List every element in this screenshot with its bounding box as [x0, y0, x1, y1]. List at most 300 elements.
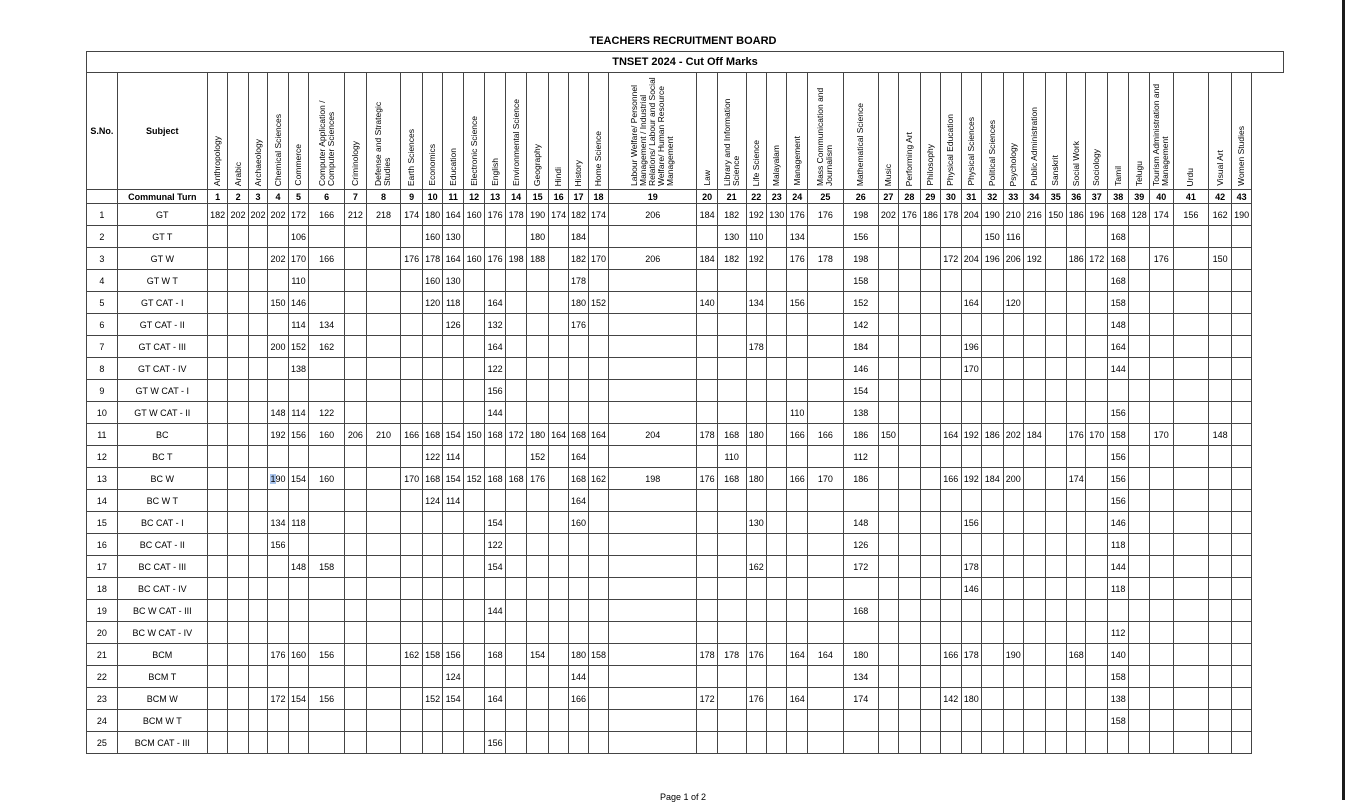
mark-cell — [961, 710, 981, 732]
page-footer: Page 1 of 2 — [659, 792, 707, 802]
mark-cell — [920, 578, 940, 600]
table-row — [87, 314, 1284, 336]
subject-header-cell — [485, 73, 505, 190]
mark-cell: 204 — [961, 204, 981, 226]
mark-cell — [899, 248, 921, 270]
mark-cell — [207, 644, 227, 666]
mark-cell — [228, 336, 248, 358]
mark-cell: 160 — [309, 424, 345, 446]
mark-cell — [1024, 380, 1046, 402]
subject-number: 35 — [1045, 190, 1067, 204]
subject-header-cell — [505, 73, 527, 190]
mark-cell — [207, 710, 227, 732]
mark-cell — [1067, 512, 1086, 534]
mark-cell — [941, 732, 961, 754]
mark-cell — [787, 534, 807, 556]
mark-cell — [422, 358, 442, 380]
mark-cell — [443, 534, 463, 556]
mark-cell — [548, 512, 568, 534]
mark-cell — [569, 622, 588, 644]
mark-cell — [941, 336, 961, 358]
mark-cell — [1067, 710, 1086, 732]
board-title: TEACHERS RECRUITMENT BOARD — [589, 35, 777, 47]
mark-cell — [248, 578, 267, 600]
mark-cell — [1129, 534, 1149, 556]
mark-cell — [569, 578, 588, 600]
mark-cell — [697, 600, 717, 622]
mark-cell — [505, 622, 527, 644]
mark-cell: 168 — [1107, 248, 1129, 270]
subject-header-cell — [941, 73, 961, 190]
mark-cell: 174 — [843, 688, 878, 710]
mark-cell — [1067, 292, 1086, 314]
mark-cell — [766, 512, 786, 534]
mark-cell — [228, 666, 248, 688]
subject-name: Chemical Sciences — [272, 113, 283, 186]
mark-cell — [1129, 666, 1149, 688]
mark-cell — [443, 380, 463, 402]
mark-cell — [941, 292, 961, 314]
mark-cell — [366, 622, 401, 644]
mark-cell — [548, 446, 568, 468]
mark-cell — [588, 732, 608, 754]
mark-cell — [766, 732, 786, 754]
mark-cell — [527, 270, 549, 292]
subject-name: History — [573, 159, 584, 186]
mark-cell — [366, 468, 401, 490]
mark-cell — [1045, 358, 1067, 380]
row-sno: 19 — [87, 600, 118, 622]
mark-cell — [878, 710, 898, 732]
subject-number: 7 — [345, 190, 367, 204]
mark-cell — [899, 446, 921, 468]
mark-cell — [1173, 248, 1209, 270]
mark-cell: 164 — [569, 446, 588, 468]
mark-cell — [1024, 468, 1046, 490]
mark-cell: 154 — [288, 468, 308, 490]
mark-cell — [982, 688, 1004, 710]
mark-cell: 156 — [268, 534, 288, 556]
mark-cell — [1024, 732, 1046, 754]
mark-cell — [527, 292, 549, 314]
mark-cell — [309, 534, 345, 556]
mark-cell — [588, 490, 608, 512]
mark-cell: 182 — [207, 204, 227, 226]
mark-cell — [1024, 314, 1046, 336]
mark-cell — [1086, 556, 1108, 578]
mark-cell — [207, 336, 227, 358]
mark-cell: 148 — [1209, 424, 1232, 446]
mark-cell — [1129, 490, 1149, 512]
mark-cell — [485, 578, 505, 600]
mark-cell: 172 — [1086, 248, 1108, 270]
mark-cell: 206 — [1003, 248, 1023, 270]
mark-cell — [766, 666, 786, 688]
mark-cell — [746, 358, 766, 380]
mark-cell — [527, 732, 549, 754]
mark-cell — [248, 248, 267, 270]
row-sno: 20 — [87, 622, 118, 644]
mark-cell: 170 — [401, 468, 423, 490]
subject-header-cell — [1231, 73, 1251, 190]
mark-cell — [807, 358, 843, 380]
row-sno: 8 — [87, 358, 118, 380]
mark-cell — [899, 732, 921, 754]
mark-cell — [1209, 710, 1232, 732]
mark-cell — [228, 512, 248, 534]
mark-cell — [463, 666, 485, 688]
mark-cell: 116 — [1003, 226, 1023, 248]
mark-cell — [1231, 402, 1251, 424]
subject-header-cell — [401, 73, 423, 190]
mark-cell — [878, 336, 898, 358]
mark-cell — [505, 446, 527, 468]
subject-header-cell — [766, 73, 786, 190]
mark-cell: 154 — [288, 688, 308, 710]
mark-cell: 168 — [843, 600, 878, 622]
mark-cell: 178 — [961, 644, 981, 666]
mark-cell — [548, 336, 568, 358]
mark-cell — [345, 314, 367, 336]
mark-cell — [207, 226, 227, 248]
mark-cell — [248, 534, 267, 556]
mark-cell — [1209, 534, 1232, 556]
mark-cell — [766, 578, 786, 600]
mark-cell: 210 — [366, 424, 401, 446]
mark-cell — [1086, 490, 1108, 512]
mark-cell — [941, 578, 961, 600]
mark-cell — [1209, 468, 1232, 490]
row-sno: 3 — [87, 248, 118, 270]
mark-cell — [807, 490, 843, 512]
mark-cell: 174 — [548, 204, 568, 226]
mark-cell — [548, 314, 568, 336]
mark-cell — [1045, 512, 1067, 534]
mark-cell: 126 — [443, 314, 463, 336]
mark-cell: 162 — [401, 644, 423, 666]
mark-cell — [1045, 578, 1067, 600]
mark-cell — [920, 512, 940, 534]
subject-name: Archaeology — [252, 138, 263, 186]
mark-cell — [878, 644, 898, 666]
mark-cell — [1231, 622, 1251, 644]
mark-cell — [899, 380, 921, 402]
mark-cell — [1024, 600, 1046, 622]
row-communal-turn: BCM — [117, 644, 207, 666]
mark-cell — [746, 732, 766, 754]
mark-cell — [505, 644, 527, 666]
mark-cell — [878, 512, 898, 534]
mark-cell — [878, 314, 898, 336]
mark-cell — [1129, 644, 1149, 666]
row-sno: 18 — [87, 578, 118, 600]
mark-cell — [1067, 556, 1086, 578]
mark-cell — [288, 446, 308, 468]
mark-cell — [982, 402, 1004, 424]
mark-cell — [401, 512, 423, 534]
mark-cell — [463, 314, 485, 336]
mark-cell — [1231, 600, 1251, 622]
mark-cell — [288, 666, 308, 688]
mark-cell: 176 — [268, 644, 288, 666]
subject-header-cell — [1003, 73, 1023, 190]
mark-cell — [1003, 732, 1023, 754]
mark-cell: 180 — [961, 688, 981, 710]
mark-cell — [878, 248, 898, 270]
mark-cell: 174 — [401, 204, 423, 226]
mark-cell: 148 — [268, 402, 288, 424]
subject-name: Sanskrit — [1050, 155, 1061, 186]
communal-turn-header: Communal Turn — [117, 190, 207, 204]
mark-cell — [443, 512, 463, 534]
subject-number: 18 — [588, 190, 608, 204]
subject-number: 29 — [920, 190, 940, 204]
mark-cell — [548, 292, 568, 314]
mark-cell — [807, 380, 843, 402]
mark-cell: 154 — [443, 424, 463, 446]
mark-cell — [1003, 402, 1023, 424]
subject-number: 30 — [941, 190, 961, 204]
mark-cell — [982, 512, 1004, 534]
mark-cell — [588, 688, 608, 710]
mark-cell — [268, 710, 288, 732]
mark-cell — [961, 490, 981, 512]
subject-header: Subject — [117, 73, 207, 190]
mark-cell — [1173, 666, 1209, 688]
mark-cell — [1045, 644, 1067, 666]
mark-cell — [766, 688, 786, 710]
mark-cell: 170 — [588, 248, 608, 270]
mark-cell — [1024, 446, 1046, 468]
table-row — [87, 446, 1284, 468]
mark-cell — [982, 622, 1004, 644]
mark-cell — [463, 622, 485, 644]
mark-cell — [366, 688, 401, 710]
mark-cell — [1086, 270, 1108, 292]
mark-cell: 154 — [443, 688, 463, 710]
mark-cell — [505, 710, 527, 732]
mark-cell — [443, 622, 463, 644]
mark-cell — [920, 732, 940, 754]
mark-cell — [717, 314, 746, 336]
mark-cell: 122 — [309, 402, 345, 424]
mark-cell — [309, 380, 345, 402]
mark-cell — [1129, 622, 1149, 644]
mark-cell — [1086, 336, 1108, 358]
mark-cell — [268, 270, 288, 292]
mark-cell — [961, 446, 981, 468]
mark-cell: 180 — [527, 226, 549, 248]
mark-cell — [982, 732, 1004, 754]
mark-cell — [1003, 358, 1023, 380]
mark-cell — [1173, 688, 1209, 710]
subject-name: Management — [791, 136, 802, 186]
mark-cell — [228, 358, 248, 380]
mark-cell: 206 — [609, 248, 697, 270]
mark-cell — [1003, 314, 1023, 336]
mark-cell — [401, 622, 423, 644]
mark-cell — [345, 468, 367, 490]
mark-cell — [746, 270, 766, 292]
mark-cell — [1024, 490, 1046, 512]
mark-cell — [228, 732, 248, 754]
mark-cell — [366, 732, 401, 754]
mark-cell: 162 — [309, 336, 345, 358]
subject-number: 5 — [288, 190, 308, 204]
mark-cell — [766, 358, 786, 380]
mark-cell — [207, 402, 227, 424]
mark-cell: 188 — [527, 248, 549, 270]
mark-cell — [1231, 578, 1251, 600]
mark-cell — [1003, 710, 1023, 732]
mark-cell — [878, 534, 898, 556]
mark-cell: 170 — [1086, 424, 1108, 446]
mark-cell — [588, 600, 608, 622]
subject-number: 6 — [309, 190, 345, 204]
mark-cell: 162 — [588, 468, 608, 490]
mark-cell — [463, 512, 485, 534]
subject-number: 25 — [807, 190, 843, 204]
mark-cell — [697, 446, 717, 468]
mark-cell: 172 — [941, 248, 961, 270]
subject-header-cell — [1209, 73, 1232, 190]
mark-cell — [207, 622, 227, 644]
mark-cell: 176 — [485, 204, 505, 226]
mark-cell — [422, 556, 442, 578]
mark-cell: 178 — [697, 644, 717, 666]
mark-cell — [878, 270, 898, 292]
mark-cell — [1045, 688, 1067, 710]
row-communal-turn: BCM W — [117, 688, 207, 710]
mark-cell: 156 — [309, 688, 345, 710]
cutoff-table — [86, 51, 1284, 754]
mark-cell — [505, 666, 527, 688]
subject-header-cell — [1024, 73, 1046, 190]
subject-name: Visual Art — [1214, 150, 1225, 186]
subject-number: 37 — [1086, 190, 1108, 204]
mark-cell — [807, 688, 843, 710]
mark-cell — [268, 666, 288, 688]
subject-name: Electronic Science — [468, 116, 479, 186]
mark-cell: 216 — [1024, 204, 1046, 226]
mark-cell: 140 — [697, 292, 717, 314]
mark-cell — [609, 622, 697, 644]
mark-cell: 152 — [463, 468, 485, 490]
mark-cell: 118 — [443, 292, 463, 314]
mark-cell — [401, 292, 423, 314]
mark-cell — [422, 380, 442, 402]
mark-cell — [248, 314, 267, 336]
subject-number: 32 — [982, 190, 1004, 204]
mark-cell: 176 — [527, 468, 549, 490]
subject-name: Hindi — [553, 166, 564, 186]
subject-header-cell — [1129, 73, 1149, 190]
mark-cell — [787, 336, 807, 358]
mark-cell — [1024, 556, 1046, 578]
subject-header-cell — [366, 73, 401, 190]
mark-cell: 180 — [746, 424, 766, 446]
mark-cell — [1003, 490, 1023, 512]
mark-cell — [588, 270, 608, 292]
mark-cell — [920, 336, 940, 358]
mark-cell — [228, 600, 248, 622]
mark-cell — [1173, 622, 1209, 644]
mark-cell — [345, 644, 367, 666]
mark-cell — [443, 578, 463, 600]
mark-cell — [366, 490, 401, 512]
mark-cell — [1024, 578, 1046, 600]
mark-cell: 190 — [1003, 644, 1023, 666]
mark-cell — [548, 358, 568, 380]
mark-cell — [345, 622, 367, 644]
mark-cell — [878, 556, 898, 578]
table-row — [87, 600, 1284, 622]
mark-cell: 166 — [401, 424, 423, 446]
mark-cell — [1045, 622, 1067, 644]
mark-cell — [941, 490, 961, 512]
mark-cell — [505, 380, 527, 402]
subject-name: English — [489, 158, 500, 186]
mark-cell: 166 — [807, 424, 843, 446]
mark-cell: 192 — [746, 248, 766, 270]
mark-cell — [1173, 270, 1209, 292]
mark-cell — [1086, 446, 1108, 468]
mark-cell — [505, 292, 527, 314]
table-row — [87, 468, 1284, 490]
mark-cell — [807, 600, 843, 622]
mark-cell: 196 — [961, 336, 981, 358]
mark-cell — [1231, 534, 1251, 556]
mark-cell: 180 — [569, 644, 588, 666]
subject-name: Law — [701, 170, 712, 186]
mark-cell — [1149, 622, 1173, 644]
mark-cell — [766, 446, 786, 468]
mark-cell — [309, 600, 345, 622]
row-communal-turn: GT W CAT - I — [117, 380, 207, 402]
subject-number: 1 — [207, 190, 227, 204]
mark-cell — [288, 578, 308, 600]
mark-cell: 178 — [807, 248, 843, 270]
row-communal-turn: GT W — [117, 248, 207, 270]
mark-cell — [1231, 666, 1251, 688]
mark-cell — [920, 490, 940, 512]
mark-cell — [588, 666, 608, 688]
mark-cell — [1024, 512, 1046, 534]
mark-cell — [1209, 336, 1232, 358]
mark-cell — [248, 270, 267, 292]
mark-cell — [548, 622, 568, 644]
subject-number: 19 — [609, 190, 697, 204]
mark-cell — [207, 424, 227, 446]
mark-cell — [878, 468, 898, 490]
mark-cell — [1024, 644, 1046, 666]
mark-cell — [527, 512, 549, 534]
mark-cell — [609, 600, 697, 622]
mark-cell — [228, 578, 248, 600]
mark-cell: 126 — [843, 534, 878, 556]
mark-cell — [401, 380, 423, 402]
mark-cell — [1231, 512, 1251, 534]
mark-cell — [207, 446, 227, 468]
mark-cell — [345, 248, 367, 270]
mark-cell — [1067, 666, 1086, 688]
mark-cell: 158 — [309, 556, 345, 578]
mark-cell — [527, 380, 549, 402]
mark-cell — [766, 248, 786, 270]
mark-cell — [1086, 226, 1108, 248]
mark-cell — [401, 732, 423, 754]
subject-number: 15 — [527, 190, 549, 204]
